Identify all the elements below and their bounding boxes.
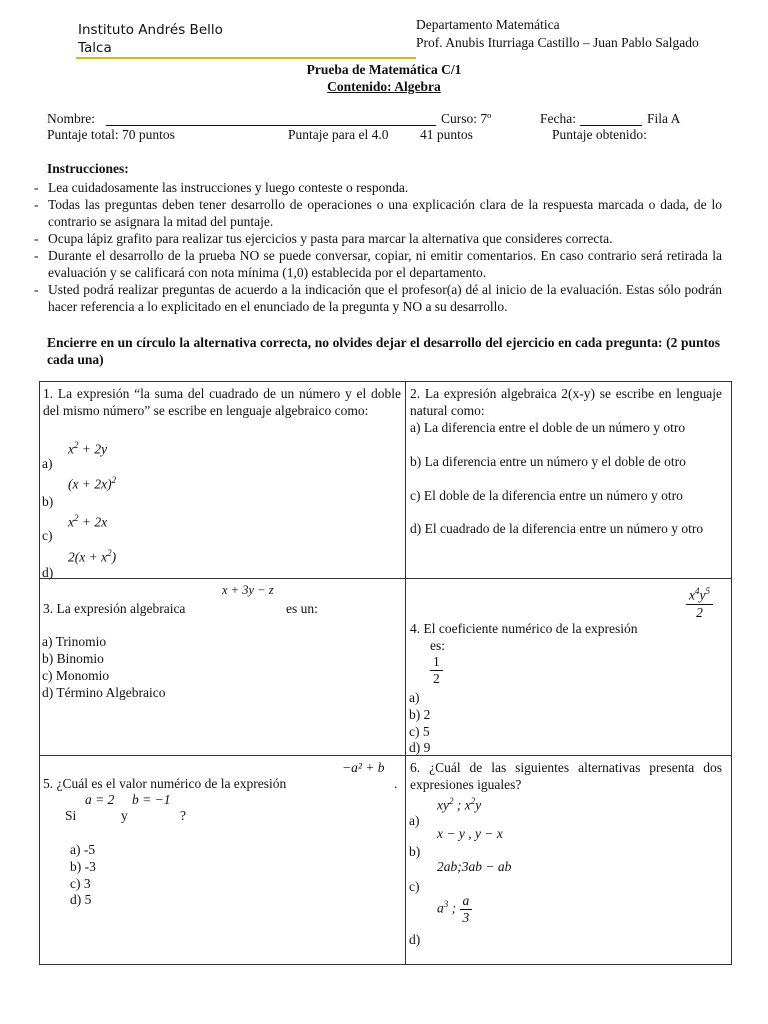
q4-expression: $\frac{x^4y^5}{2}$	[686, 583, 713, 621]
directive-text: Encierre en un círculo la alternativa correcta, no olvides dejar el desarrollo del ejercicio en cada pregunta: (2 puntos cada una)	[47, 335, 720, 367]
q5-b-value: b = −1	[132, 792, 171, 807]
school-name: Instituto Andrés Bello	[78, 22, 223, 38]
question-6-text: 6. ¿Cuál de las siguientes alternativas presenta dos expresiones iguales?	[410, 760, 722, 792]
question-4-text: 4. El coeficiente numérico de la expresión	[410, 621, 638, 636]
q4-option-d[interactable]: d) 9	[409, 740, 431, 755]
instruction-item: - Lea cuidadosamente las instrucciones y luego conteste o responda.	[32, 179, 722, 196]
course-label: Curso: 7º	[441, 111, 492, 126]
instruction-item: - Durante el desarrollo de la prueba NO se puede conversar, copiar, ni emitir comentarios. En caso contrario será retirada la evaluación y se calificará con nota mínima (1,0) establecida por el departamento.	[32, 247, 722, 281]
header-accent-line	[76, 57, 416, 59]
q2-option-c[interactable]: c) El doble de la diferencia entre un número y otro	[410, 488, 683, 503]
q6-option-d[interactable]: d)	[409, 932, 421, 947]
q5-expression: −a² + b	[342, 760, 385, 775]
q5-option-d[interactable]: d) 5	[70, 892, 92, 907]
department: Departamento Matemática	[416, 17, 560, 32]
question-2-text: 2. La expresión algebraica 2(x-y) se escribe en lenguaje natural como:	[410, 386, 722, 418]
q3-option-d[interactable]: d) Término Algebraico	[42, 685, 166, 700]
q1-option-c[interactable]: c)	[42, 528, 53, 543]
q1-option-d[interactable]: d)	[42, 565, 54, 580]
q1-expression-d: $2(x + x^2)$	[68, 548, 117, 565]
row-label: Fila A	[647, 111, 681, 126]
q5-si-label: Si	[65, 808, 77, 823]
q4-option-c[interactable]: c) 5	[409, 724, 430, 739]
question-1-text: 1. La expresión “la suma del cuadrado de un número y el doble del mismo número” se escribe en lenguaje algebraico como:	[43, 386, 401, 418]
pass-score-label: Puntaje para el 4.0	[288, 127, 389, 142]
date-label: Fecha:	[540, 111, 576, 126]
q1-expression-b: $(x + 2x)^2$	[68, 475, 117, 492]
grid-divider-row-1	[39, 578, 731, 579]
q5-option-b[interactable]: b) -3	[70, 859, 96, 874]
q6-option-a[interactable]: a)	[409, 813, 420, 828]
q3-option-b[interactable]: b) Binomio	[42, 651, 104, 666]
instructions-heading: Instrucciones:	[47, 161, 129, 176]
school-city: Talca	[78, 40, 112, 56]
q5-a-value: a = 2	[85, 792, 115, 807]
question-3-text: 3. La expresión algebraica	[43, 601, 186, 616]
q1-expression-c: $x^2 + 2x$	[68, 513, 108, 530]
q6-expression-c: 2ab;3ab − ab	[437, 859, 512, 874]
question-4-text-end: es:	[430, 638, 445, 653]
name-field[interactable]	[106, 125, 436, 126]
instruction-item: - Ocupa lápiz grafito para realizar tus ejercicios y pasta para marcar la alternativa que consideres correcta.	[32, 230, 722, 247]
q1-option-b[interactable]: b)	[42, 494, 54, 509]
q6-option-b[interactable]: b)	[409, 844, 421, 859]
q2-option-d[interactable]: d) El cuadrado de la diferencia entre un número y otro	[410, 521, 704, 536]
q5-y-label: y	[121, 808, 128, 823]
q2-option-a[interactable]: a) La diferencia entre el doble de un número y otro	[410, 420, 686, 435]
q5-option-c[interactable]: c) 3	[70, 876, 91, 891]
q6-expression-b: x − y , y − x	[437, 826, 503, 841]
instruction-item: - Todas las preguntas deben tener desarrollo de operaciones o una explicación clara de la respuesta marcada o dada, de lo contrario se asignara la mitad del puntaje.	[32, 196, 722, 230]
page-title: Prueba de Matemática C/1	[306, 62, 462, 77]
q1-option-a[interactable]: a)	[42, 456, 53, 471]
q6-option-c[interactable]: c)	[409, 879, 420, 894]
grid-divider-vertical	[405, 381, 406, 964]
page-subtitle: Contenido: Algebra	[327, 79, 441, 94]
q3-option-c[interactable]: c) Monomio	[42, 668, 110, 683]
name-label: Nombre:	[47, 111, 95, 126]
q1-expression-a: $x^2 + 2y$	[68, 440, 108, 457]
total-score: Puntaje total: 70 puntos	[47, 127, 175, 142]
q3-expression: x + 3y − z	[222, 583, 274, 597]
q6-expression-a: $xy^2$ ; $x^2y$	[437, 796, 482, 813]
question-5-text: 5. ¿Cuál es el valor numérico de la expresión	[43, 776, 287, 791]
q4-fraction-a: $\frac{1}{2}$	[430, 654, 443, 687]
q3-option-a[interactable]: a) Trinomio	[42, 634, 107, 649]
obtained-score-label: Puntaje obtenido:	[552, 127, 647, 142]
date-field[interactable]	[580, 125, 642, 126]
teachers: Prof. Anubis Iturriaga Castillo – Juan Pablo Salgado	[416, 35, 699, 50]
question-5-period: .	[394, 776, 398, 791]
question-3-text-end: es un:	[286, 601, 318, 616]
q4-option-b[interactable]: b) 2	[409, 707, 431, 722]
grid-divider-row-2	[39, 755, 731, 756]
instructions-list	[32, 179, 722, 315]
pass-score-value: 41 puntos	[420, 127, 473, 142]
q5-question-mark: ?	[180, 808, 186, 823]
q5-option-a[interactable]: a) -5	[70, 842, 96, 857]
instruction-item: - Usted podrá realizar preguntas de acuerdo a la indicación que el profesor(a) dé al inicio de la evaluación. Estas sólo podrán hacer referencia a lo explicitado en el enunciado de la pregunta y NO a su desarrollo.	[32, 281, 722, 315]
q4-option-a[interactable]: a)	[409, 690, 420, 705]
q6-expression-d: $a^3$ ; $\frac{a}{3}$	[437, 893, 472, 926]
q2-option-b[interactable]: b) La diferencia entre un número y el doble de otro	[410, 454, 686, 469]
